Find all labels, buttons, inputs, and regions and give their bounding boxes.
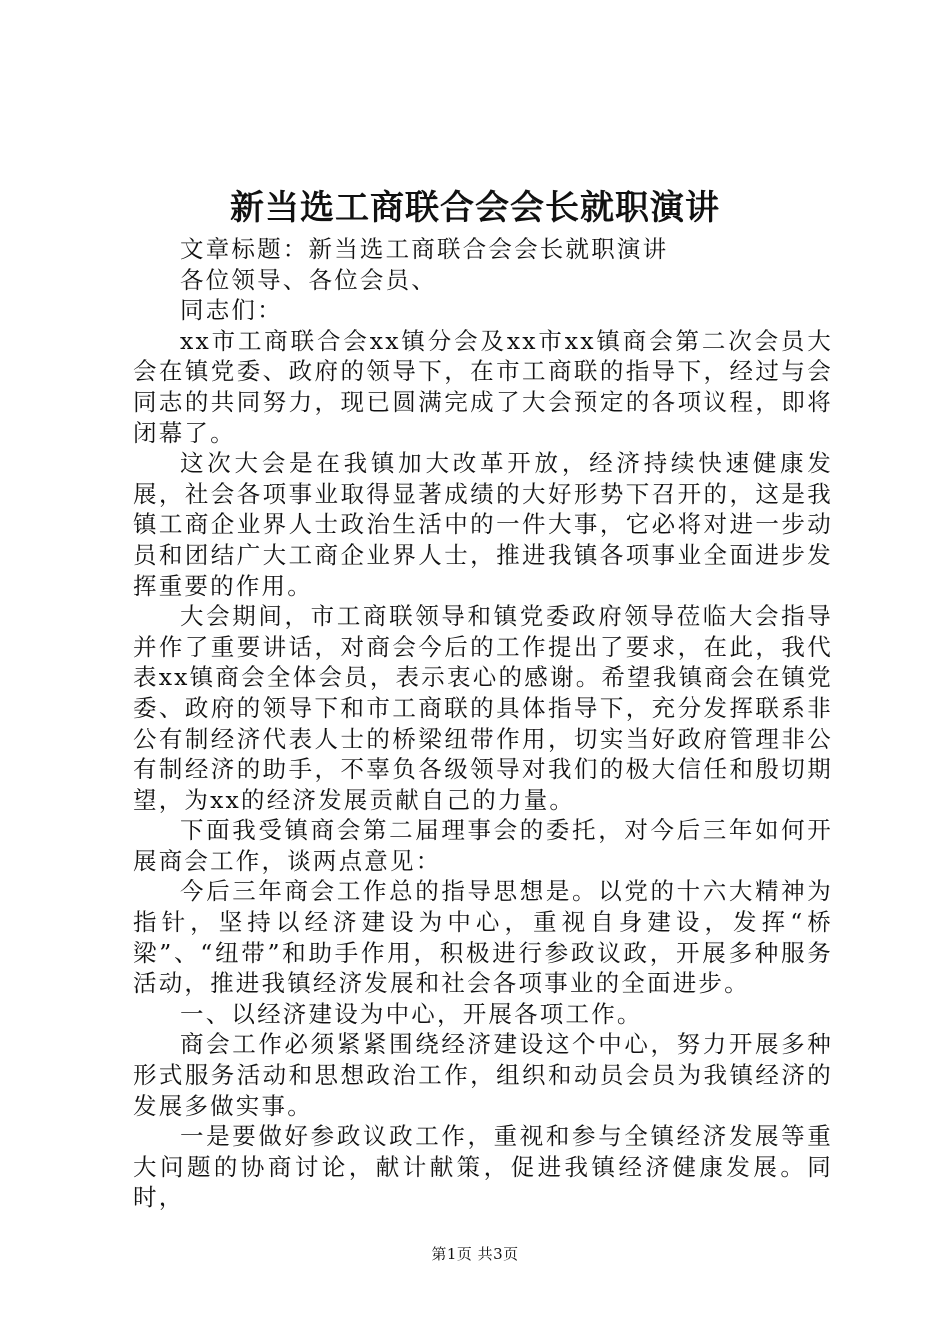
paragraph: 这次大会是在我镇加大改革开放，经济持续快速健康发展，社会各项事业取得显著成绩的大好形势下召开的，这是我镇工商企业界人士政治生活中的一件大事，它必将对进一步动员和团结广大工商企业界人士，推进我镇各项事业全面进步发挥重要的作用。	[133, 449, 833, 600]
paragraph: 今后三年商会工作总的指导思想是。以党的十六大精神为指针，坚持以经济建设为中心，重视自身建设，发挥“桥梁”、“纽带”和助手作用，积极进行参政议政，开展多种服务活动，推进我镇经济发展和社会各项事业的全面进步。	[133, 877, 833, 998]
page-footer: 第1页 共3页	[431, 1245, 519, 1263]
paragraph: 大会期间，市工商联领导和镇党委政府领导莅临大会指导并作了重要讲话，对商会今后的工作提出了要求，在此，我代表xx镇商会全体会员，表示衷心的感谢。希望我镇商会在镇党委、政府的领导下和市工商联的具体指导下，充分发挥联系非公有制经济代表人士的桥梁纽带作用，切实当好政府管理非公有制经济的助手，不辜负各级领导对我们的极大信任和殷切期望，为xx的经济发展贡献自己的力量。	[133, 602, 833, 814]
paragraph-article-title: 文章标题：新当选工商联合会会长就职演讲	[180, 235, 669, 263]
paragraph: xx市工商联合会xx镇分会及xx市xx镇商会第二次会员大会在镇党委、政府的领导下，在市工商联的指导下，经过与会同志的共同努力，现已圆满完成了大会预定的各项议程，即将闭幕了。	[133, 326, 833, 447]
paragraph: 一是要做好参政议政工作，重视和参与全镇经济发展等重大问题的协商讨论，献计献策，促进我镇经济健康发展。同时，	[133, 1122, 833, 1212]
document-body	[133, 234, 833, 1213]
paragraph-salutation-comrades: 同志们：	[180, 296, 283, 325]
paragraph: 商会工作必须紧紧围绕经济建设这个中心，努力开展多种形式服务活动和思想政治工作，组织和动员会员为我镇经济的发展多做实事。	[133, 1030, 833, 1120]
paragraph: 下面我受镇商会第二届理事会的委托，对今后三年如何开展商会工作，谈两点意见：	[133, 816, 833, 875]
paragraph-salutation: 各位领导、各位会员、	[180, 265, 437, 294]
section-heading: 一、以经济建设为中心，开展各项工作。	[180, 999, 643, 1028]
document-title: 新当选工商联合会会长就职演讲	[230, 188, 720, 228]
